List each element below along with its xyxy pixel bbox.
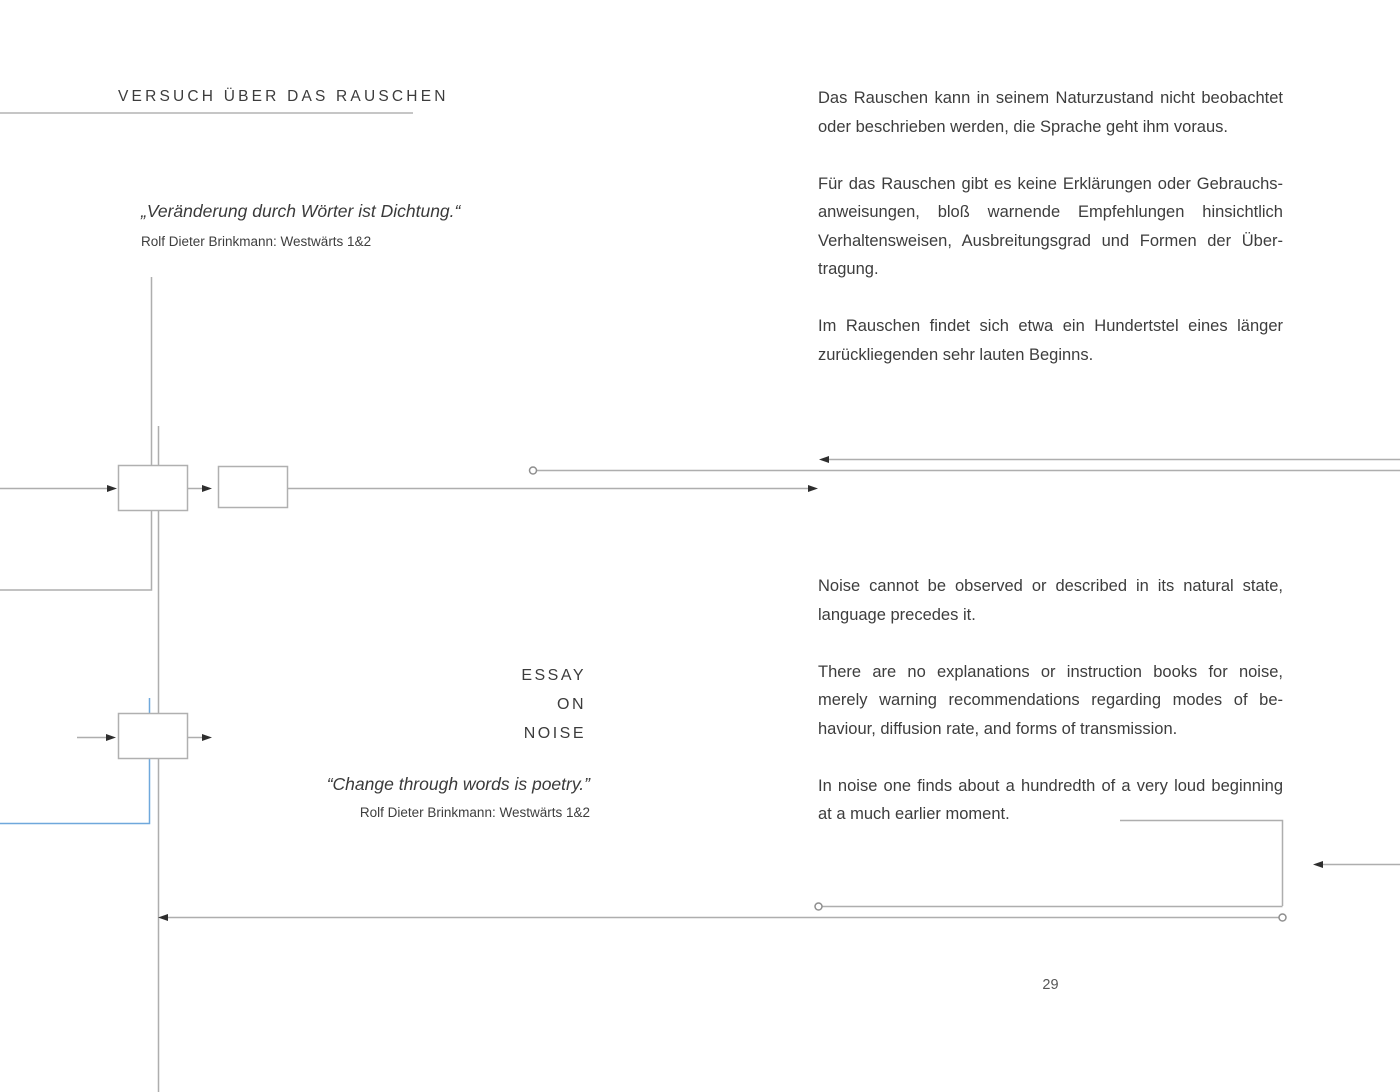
english-quote-block: [250, 774, 590, 820]
german-paragraph: Im Rauschen findet sich etwa ein Hundertstel eines länger zurückliegenden sehr lauten Beginns.: [818, 317, 1283, 364]
feedback-line-gray: [0, 277, 152, 590]
german-quote-attribution: Rolf Dieter Brinkmann: Westwärts 1&2: [141, 234, 372, 249]
english-text-column: [818, 572, 1283, 829]
endpoint-circle-icon: [815, 903, 822, 910]
endpoint-circle-icon: [1279, 914, 1286, 921]
english-paragraph: There are no explanations or instruction books for noise, merely warning recommendations regarding modes of behaviour, diffusion rate, and forms of transmission.: [818, 662, 1283, 738]
chapter-title: VERSUCH ÜBER DAS RAUSCHEN: [118, 88, 449, 105]
process-box-2: [219, 467, 288, 508]
arrow-right-icon: [107, 485, 117, 492]
german-paragraph: Für das Rauschen gibt es keine Erklärungen oder Gebrauchsanweisungen, bloß warnende Empfehlungen hinsichtlich Verhaltensweisen, Ausbreitungsgrad und Formen der Übertragung.: [818, 174, 1283, 278]
essay-title: [420, 661, 586, 748]
english-quote-attribution: Rolf Dieter Brinkmann: Westwärts 1&2: [359, 805, 590, 820]
arrow-right-icon: [202, 734, 212, 741]
process-boxes: [119, 466, 288, 759]
essay-title-line: ON: [557, 696, 586, 713]
page-number: 29: [1042, 977, 1059, 993]
german-text-column: [818, 84, 1283, 369]
arrow-right-icon: [106, 734, 116, 741]
arrow-left-icon: [1313, 861, 1323, 868]
arrow-right-icon: [808, 485, 818, 492]
process-box-3: [119, 714, 188, 759]
arrow-left-icon: [158, 914, 168, 921]
essay-title-line: ESSAY: [521, 667, 586, 684]
essay-title-line: NOISE: [523, 725, 586, 742]
english-paragraph: Noise cannot be observed or described in its natural state, language precedes it.: [818, 577, 1283, 624]
process-box-1: [119, 466, 188, 511]
english-paragraph: In noise one finds about a hundredth of a very loud beginning at a much earlier moment.: [818, 776, 1283, 823]
arrow-left-icon: [819, 456, 829, 463]
arrow-right-icon: [202, 485, 212, 492]
endpoint-circle-icon: [530, 467, 537, 474]
bracket-right: [1120, 821, 1283, 907]
german-quote: „Veränderung durch Wörter ist Dichtung.“: [141, 201, 461, 221]
english-quote: “Change through words is poetry.”: [326, 774, 590, 794]
german-paragraph: Das Rauschen kann in seinem Naturzustand nicht beobachtet oder beschrieben werden, die Sprache geht ihm voraus.: [818, 89, 1283, 136]
